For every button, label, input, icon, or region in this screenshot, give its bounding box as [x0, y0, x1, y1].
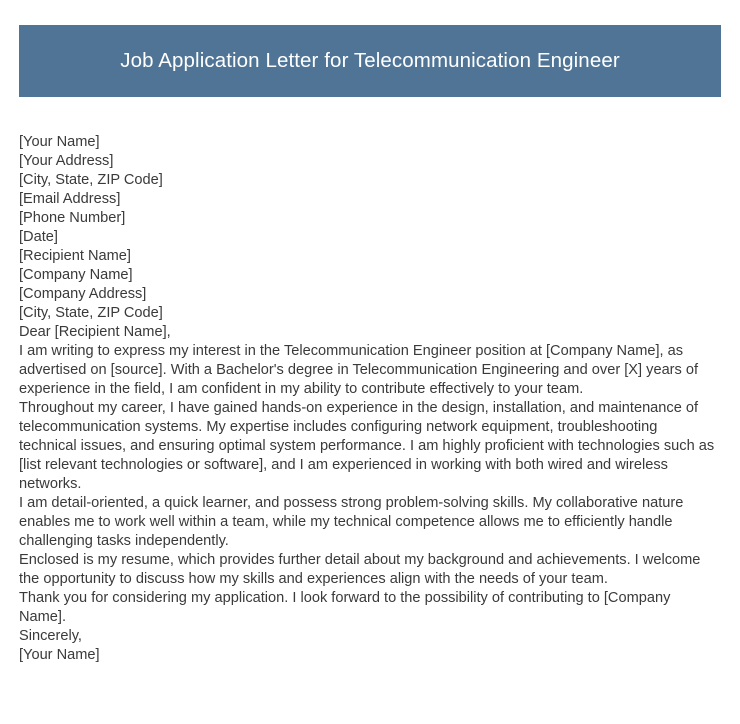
- paragraph-intro: I am writing to express my interest in the Telecommunication Engineer position at [Company Name], as advertised on [source]. With a Bachelor's degree in Telecommunication Engineering and over [X] years of experience in the field, I am confident in my ability to contribute effectively to your team.: [19, 343, 699, 397]
- address-line-company-address: [Company Address]: [19, 286, 147, 302]
- paragraph-skills: I am detail-oriented, a quick learner, and possess strong problem-solving skills. My collaborative nature enables me to work well within a team, while my technical competence allows me to efficiently handle challenging tasks independently.: [19, 495, 684, 549]
- paragraph-resume: Enclosed is my resume, which provides further detail about my background and achievements. I welcome the opportunity to discuss how my skills and experiences align with the needs of your team.: [19, 552, 701, 587]
- address-line-your-name: [Your Name]: [19, 134, 100, 150]
- document-header-banner: [19, 25, 721, 97]
- address-line-recipient-name: [Recipient Name]: [19, 248, 131, 264]
- address-line-email: [Email Address]: [19, 191, 121, 207]
- page-title: Job Application Letter for Telecommunication Engineer: [120, 48, 620, 72]
- letter-body: [19, 133, 719, 665]
- address-line-city-state-zip: [City, State, ZIP Code]: [19, 172, 163, 188]
- paragraph-experience: Throughout my career, I have gained hands-on experience in the design, installation, and maintenance of telecommunication systems. My expertise includes configuring network equipment, troubleshooting technical issues, and ensuring optimal system performance. I am highly proficient with technologies such as [list relevant technologies or software], and I am experienced in working with both wired and wireless networks.: [19, 400, 715, 492]
- address-line-date: [Date]: [19, 229, 58, 245]
- paragraph-thanks: Thank you for considering my application. I look forward to the possibility of contributing to [Company Name].: [19, 590, 671, 625]
- closing: Sincerely,: [19, 628, 82, 644]
- signature: [Your Name]: [19, 647, 100, 663]
- address-line-company-name: [Company Name]: [19, 267, 133, 283]
- address-line-phone: [Phone Number]: [19, 210, 126, 226]
- address-line-your-address: [Your Address]: [19, 153, 114, 169]
- salutation: Dear [Recipient Name],: [19, 324, 171, 340]
- address-line-company-city-state-zip: [City, State, ZIP Code]: [19, 305, 163, 321]
